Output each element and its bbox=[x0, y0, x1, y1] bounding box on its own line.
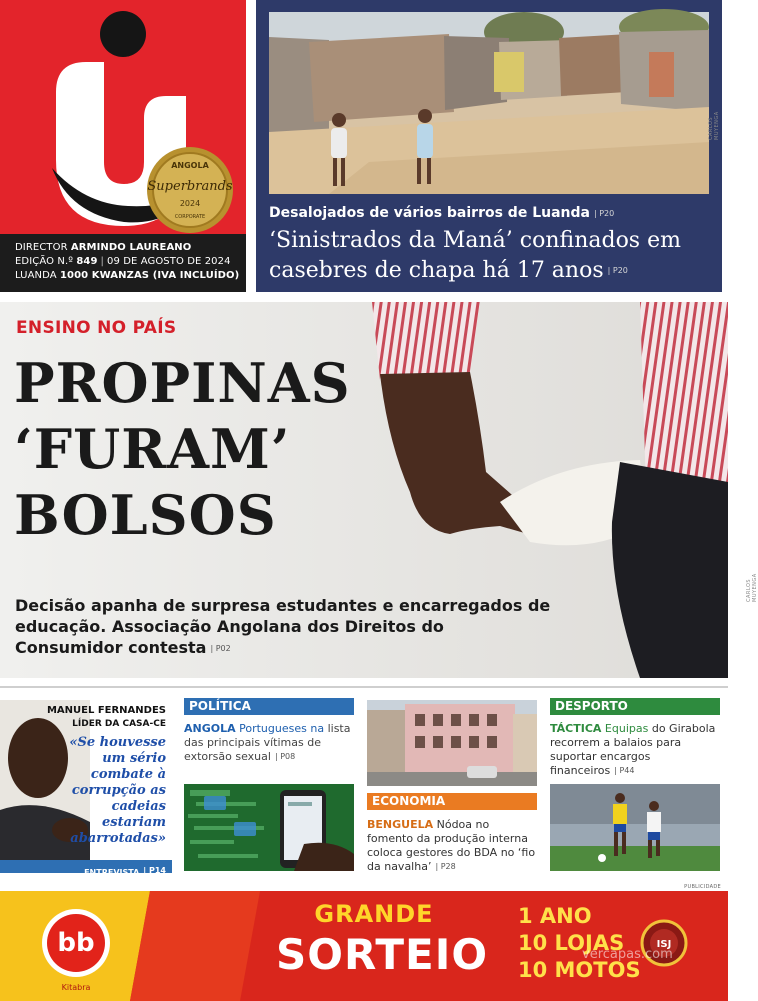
bank-building-photo bbox=[367, 700, 537, 786]
site-watermark: vercapas.com bbox=[582, 947, 673, 962]
page-number: P02 bbox=[215, 644, 231, 653]
top-story-kicker-text: Desalojados de vários bairros de Luanda bbox=[269, 205, 590, 221]
desporto-text bbox=[550, 722, 720, 778]
edition-number: 849 bbox=[76, 256, 98, 267]
svg-text:CORPORATE: CORPORATE bbox=[174, 214, 206, 220]
ad-offer-line: 10 LOJAS bbox=[518, 931, 625, 955]
football-photo bbox=[550, 784, 720, 871]
price-line bbox=[15, 269, 246, 283]
page-number: P08 bbox=[280, 752, 296, 761]
section-label-desporto: DESPORTO bbox=[550, 698, 720, 715]
photo-credit: CARLOS MUYENGA bbox=[746, 573, 758, 602]
slum-photo bbox=[269, 12, 709, 194]
photo-credit: CARLOS MUYENGA bbox=[708, 111, 720, 140]
page-number: P14 bbox=[149, 866, 166, 875]
main-headline-line: ‘FURAM’ bbox=[14, 417, 291, 481]
city-label: LUANDA bbox=[15, 270, 57, 281]
newspaper-logo bbox=[0, 0, 246, 234]
page-ref: | P08 bbox=[274, 752, 296, 761]
svg-text:Superbrands: Superbrands bbox=[147, 179, 233, 194]
desporto-keyword: TÁCTICA bbox=[550, 722, 602, 735]
main-headline-line: PROPINAS bbox=[14, 351, 351, 415]
top-story[interactable] bbox=[256, 0, 722, 292]
page-number: P28 bbox=[440, 862, 456, 871]
director-line bbox=[15, 241, 246, 255]
top-story-headline-text: ‘Sinistrados da Maná’ confinados em casebres de chapa há 17 anos bbox=[269, 228, 681, 283]
interview-footer-label: ENTREVISTA bbox=[84, 868, 140, 877]
politica-highlight: Portugueses na bbox=[239, 722, 325, 735]
svg-text:2024: 2024 bbox=[179, 199, 201, 208]
page-number: P44 bbox=[619, 766, 635, 775]
page-ref: | P02 bbox=[210, 644, 231, 653]
main-story-kicker: ENSINO NO PAÍS bbox=[16, 318, 177, 338]
politica-text bbox=[184, 722, 354, 764]
page-ref: | P44 bbox=[614, 766, 635, 775]
top-story-kicker[interactable] bbox=[269, 205, 614, 221]
economia-keyword: BENGUELA bbox=[367, 818, 434, 831]
ad-title-line1: GRANDE bbox=[314, 900, 434, 928]
page-ref: | P20 bbox=[607, 266, 628, 275]
interviewee-name: MANUEL FERNANDES bbox=[46, 705, 166, 716]
main-story-lead[interactable] bbox=[15, 595, 555, 659]
ad-title bbox=[276, 899, 489, 981]
edition-line: EDIÇÃO N.º 849 | 09 DE AGOSTO DE 2024 bbox=[15, 256, 231, 267]
politica-teaser[interactable] bbox=[184, 698, 356, 873]
ad-logo-text: bb bbox=[57, 928, 95, 958]
top-story-headline[interactable] bbox=[269, 226, 719, 286]
superbrands-seal bbox=[147, 147, 233, 233]
interview-teaser[interactable] bbox=[0, 698, 172, 877]
main-headline-line: BOLSOS bbox=[14, 483, 277, 547]
page-ref: | P14 bbox=[143, 866, 166, 875]
main-story-lead-text: Decisão apanha de surpresa estudantes e encarregados de educação. Associação Angolana dos Direitos do Consumidor contesta bbox=[15, 596, 551, 657]
section-label-economia: ECONOMIA bbox=[367, 793, 537, 810]
desporto-body: do Girabola recorrem a balaios para suportar encargos financeiros bbox=[550, 722, 716, 777]
svg-text:ANGOLA: ANGOLA bbox=[171, 161, 209, 170]
economia-text bbox=[367, 818, 537, 874]
interview-footer bbox=[0, 860, 172, 877]
interviewee-role: LÍDER DA CASA-CE bbox=[72, 719, 166, 729]
edition-date: 09 DE AGOSTO DE 2024 bbox=[107, 256, 231, 267]
desporto-highlight: Equipas bbox=[604, 722, 649, 735]
ad-title-line2: SORTEIO bbox=[276, 930, 489, 979]
page-number: P20 bbox=[612, 266, 628, 275]
section-label-politica: POLÍTICA bbox=[184, 698, 354, 715]
interview-quote: «Se houvesse um sério combate à corrupção as cadeias estariam abarrotadas» bbox=[69, 735, 166, 846]
politica-body: lista das principais vítimas de extorsão sexual bbox=[184, 722, 351, 763]
ad-offer bbox=[518, 903, 641, 984]
economia-teaser[interactable] bbox=[367, 698, 539, 873]
phone-photo bbox=[184, 784, 354, 871]
ad-seal-text: ISJ bbox=[656, 939, 672, 950]
main-story[interactable] bbox=[0, 302, 758, 678]
politica-keyword: ANGOLA bbox=[184, 722, 236, 735]
desporto-teaser[interactable] bbox=[550, 698, 726, 873]
ad-logo-subtext: Kitabra bbox=[61, 983, 91, 992]
director-label: DIRECTOR bbox=[15, 242, 68, 253]
main-headline[interactable] bbox=[14, 350, 351, 548]
ad-offer-line: 10 MOTOS bbox=[518, 958, 641, 982]
price: 1000 KWANZAS (IVA INCLUÍDO) bbox=[59, 270, 240, 281]
page-ref: | P28 bbox=[435, 862, 456, 871]
page-ref: | P20 bbox=[593, 208, 615, 218]
ad-offer-line: 1 ANO bbox=[518, 904, 592, 928]
director-name: ARMINDO LAUREANO bbox=[70, 242, 192, 253]
masthead bbox=[0, 0, 246, 292]
page-number: P20 bbox=[599, 208, 615, 218]
masthead-info bbox=[0, 234, 246, 292]
economia-body: Nódoa no fomento da produção interna coloca gestores do BDA no ‘fio da navalha’ bbox=[367, 818, 536, 873]
advertising-label: PUBLICIDADE bbox=[684, 884, 721, 890]
advertisement-banner[interactable] bbox=[0, 891, 728, 1001]
divider bbox=[0, 686, 728, 688]
edition-label: EDIÇÃO N.º bbox=[15, 256, 74, 267]
